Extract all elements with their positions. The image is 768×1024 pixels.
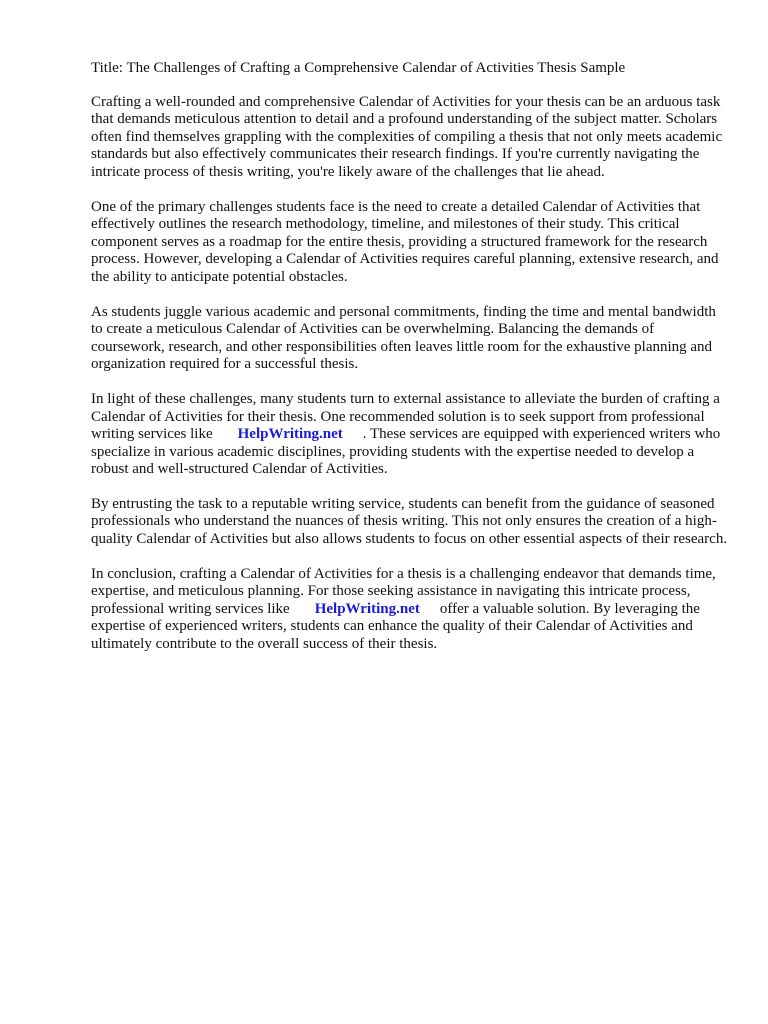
paragraph-assistance-text-before: In light of these challenges, many students turn to external assistance to alleviate the burden of crafting a Calendar of Activities for their thesis. One recommended solution is to seek support from professional writing services like: [91, 390, 720, 443]
paragraph-conclusion-text-after: offer a valuable solution. By leveraging the expertise of experienced writers, students can enhance the quality of their Calendar of Activities and ultimately contribute to the overall success of their thesis.: [91, 600, 700, 653]
paragraph-intro: Crafting a well-rounded and comprehensive Calendar of Activities for your thesis can be an arduous task that demands meticulous attention to detail and a profound understanding of the subject matter. Scholars often find themselves grappling with the complexities of compiling a thesis that not only meets academic standards but also effectively communicates their research findings. If you're currently navigating the intricate process of thesis writing, you're likely aware of the challenges that lie ahead.: [91, 93, 723, 180]
paragraph-commitments: As students juggle various academic and personal commitments, finding the time and mental bandwidth to create a meticulous Calendar of Activities can be overwhelming. Balancing the demands of coursework, research, and other responsibilities often leaves little room for the exhaustive planning and organization required for a successful thesis.: [91, 303, 716, 373]
document-page: [91, 60, 731, 671]
helpwriting-link-2[interactable]: HelpWriting.net: [314, 600, 420, 617]
paragraph-conclusion-text-before: In conclusion, crafting a Calendar of Activities for a thesis is a challenging endeavor that demands time, expertise, and meticulous planning. For those seeking assistance in navigating this intricate process, professional writing services like: [91, 565, 716, 617]
paragraph-assistance-text-after: . These services are equipped with experienced writers who specialize in various academic disciplines, providing students with the expertise needed to develop a robust and well-structured Calendar of Activities.: [91, 426, 721, 478]
paragraph-entrusting: By entrusting the task to a reputable writing service, students can benefit from the guidance of seasoned professionals who understand the nuances of thesis writing. This not only ensures the creation of a high-quality Calendar of Activities but also allows students to focus on other essential aspects of their research.: [91, 495, 728, 548]
paragraph-challenges: One of the primary challenges students face is the need to create a detailed Calendar of Activities that effectively outlines the research methodology, timeline, and milestones of their study. This critical component serves as a roadmap for the entire thesis, providing a structured framework for the research process. However, developing a Calendar of Activities requires careful planning, extensive research, and the ability to anticipate potential obstacles.: [91, 198, 719, 285]
paragraph-assistance: [91, 391, 731, 479]
paragraph-conclusion: [91, 566, 731, 654]
document-title: Title: The Challenges of Crafting a Comprehensive Calendar of Activities Thesis Sample: [91, 60, 626, 76]
helpwriting-link[interactable]: HelpWriting.net: [237, 426, 343, 443]
